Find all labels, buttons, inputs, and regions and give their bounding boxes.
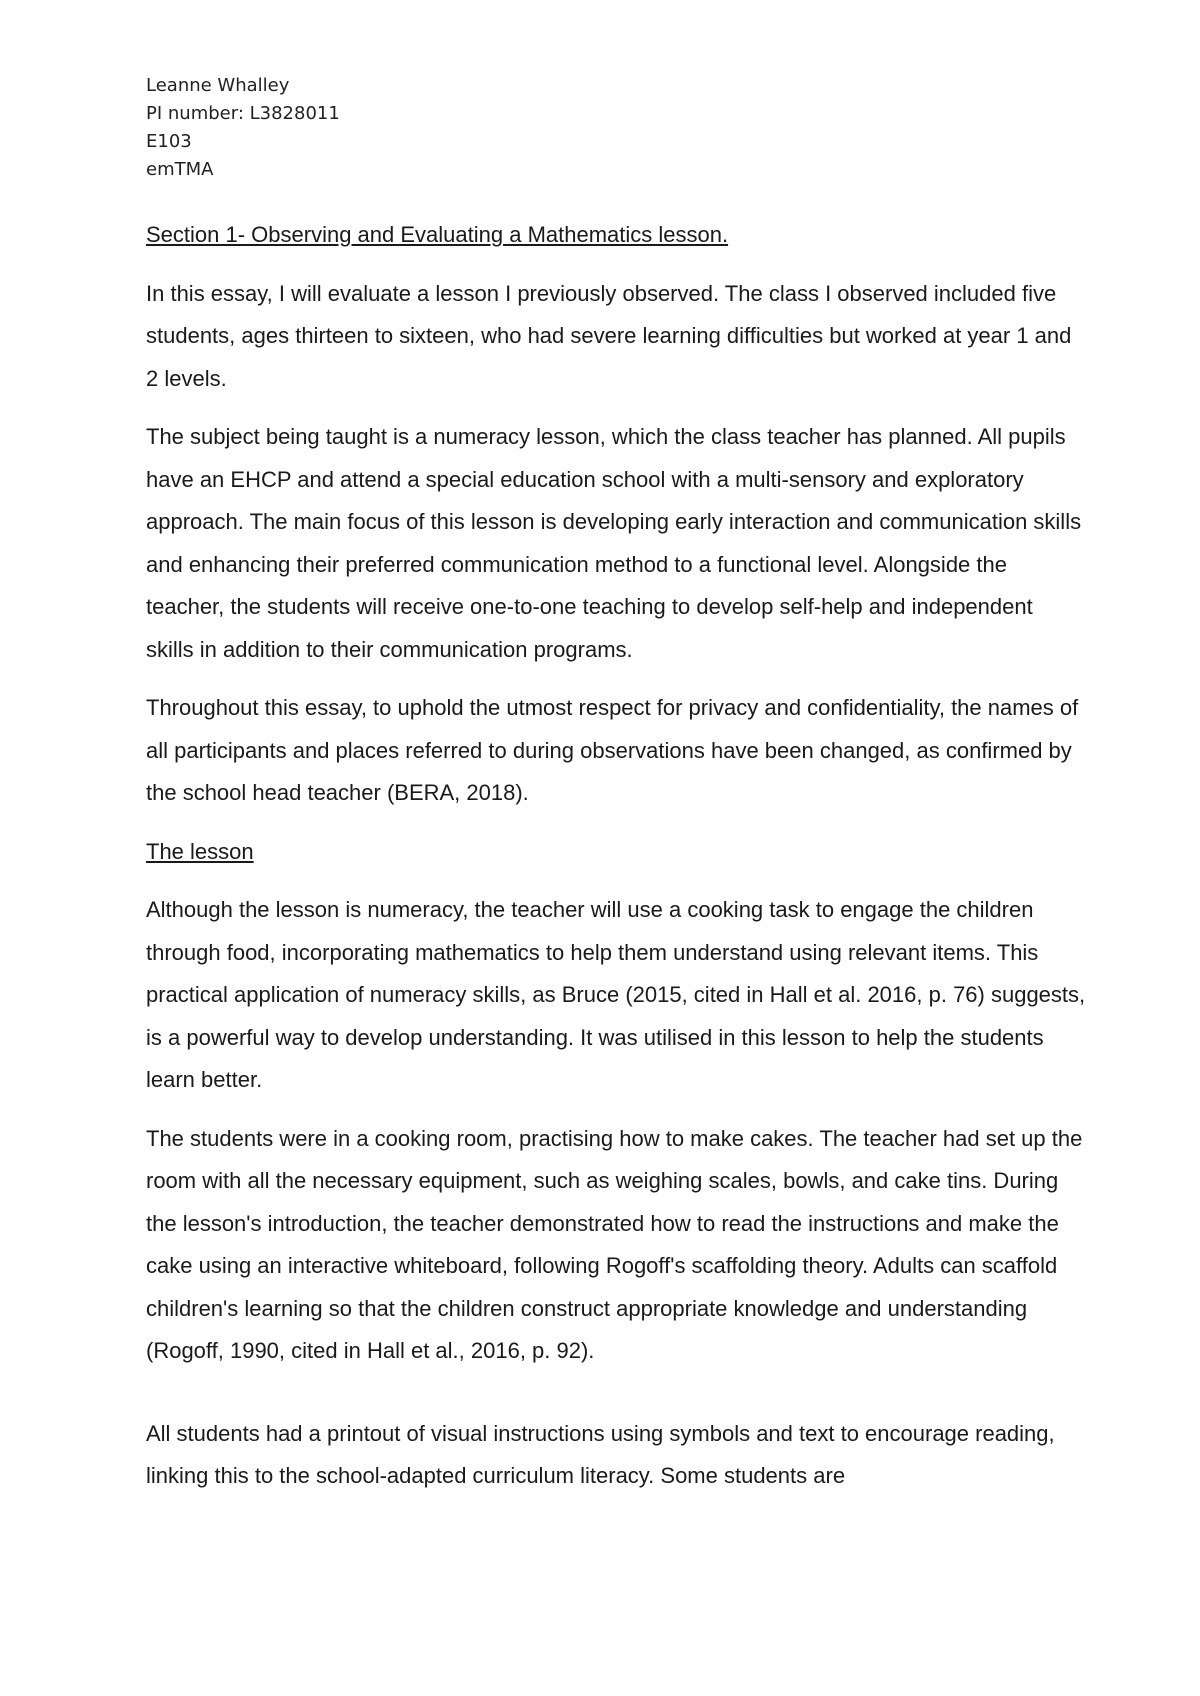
course-code: E103 [146,131,192,152]
author-name: Leanne Whalley [146,75,290,96]
paragraph-intro: In this essay, I will evaluate a lesson I previously observed. The class I observed included five students, ages thirteen to sixteen, who had severe learning difficulties but worked at year 1 and 2 levels. [146,280,1072,391]
paragraph-subject: The subject being taught is a numeracy lesson, which the class teacher has planned. All pupils have an EHCP and attend a special education school with a multi-sensory and exploratory approach. The main focus of this lesson is developing early interaction and communication skills and enhancing their preferred communication method to a functional level. Alongside the teacher, the students will receive one-to-one teaching to develop self-help and independent skills in addition to their communication programs. [146,424,1082,662]
lesson-heading: The lesson [146,838,254,864]
paragraph-lesson-cooking-room: The students were in a cooking room, practising how to make cakes. The teacher had set up the room with all the necessary equipment, such as weighing scales, bowls, and cake tins. During the lesson's introduction, the teacher demonstrated how to read the instructions and make the cake using an interactive whiteboard, following Rogoff's scaffolding theory. Adults can scaffold children's learning so that the children construct appropriate knowledge and understanding (Rogoff, 1990, cited in Hall et al., 2016, p. 92). [146,1125,1083,1363]
paragraph-privacy: Throughout this essay, to uphold the utmost respect for privacy and confidentiality, the names of all participants and places referred to during observations have been changed, as confirmed by the school head teacher (BERA, 2018). [146,695,1079,805]
paragraph-lesson-visual-instructions: All students had a printout of visual instructions using symbols and text to encourage reading, linking this to the school-adapted curriculum literacy. Some students are [146,1420,1055,1488]
section-heading: Section 1- Observing and Evaluating a Mathematics lesson. [146,222,729,247]
document-body [146,214,1086,1514]
assignment-name: emTMA [146,159,214,180]
document-header [146,72,340,184]
paragraph-lesson-numeracy: Although the lesson is numeracy, the teacher will use a cooking task to engage the children through food, incorporating mathematics to help them understand using relevant items. This practical application of numeracy skills, as Bruce (2015, cited in Hall et al. 2016, p. 76) suggests, is a powerful way to develop understanding. It was utilised in this lesson to help the students learn better. [146,897,1086,1092]
pi-number: PI number: L3828011 [146,103,340,124]
